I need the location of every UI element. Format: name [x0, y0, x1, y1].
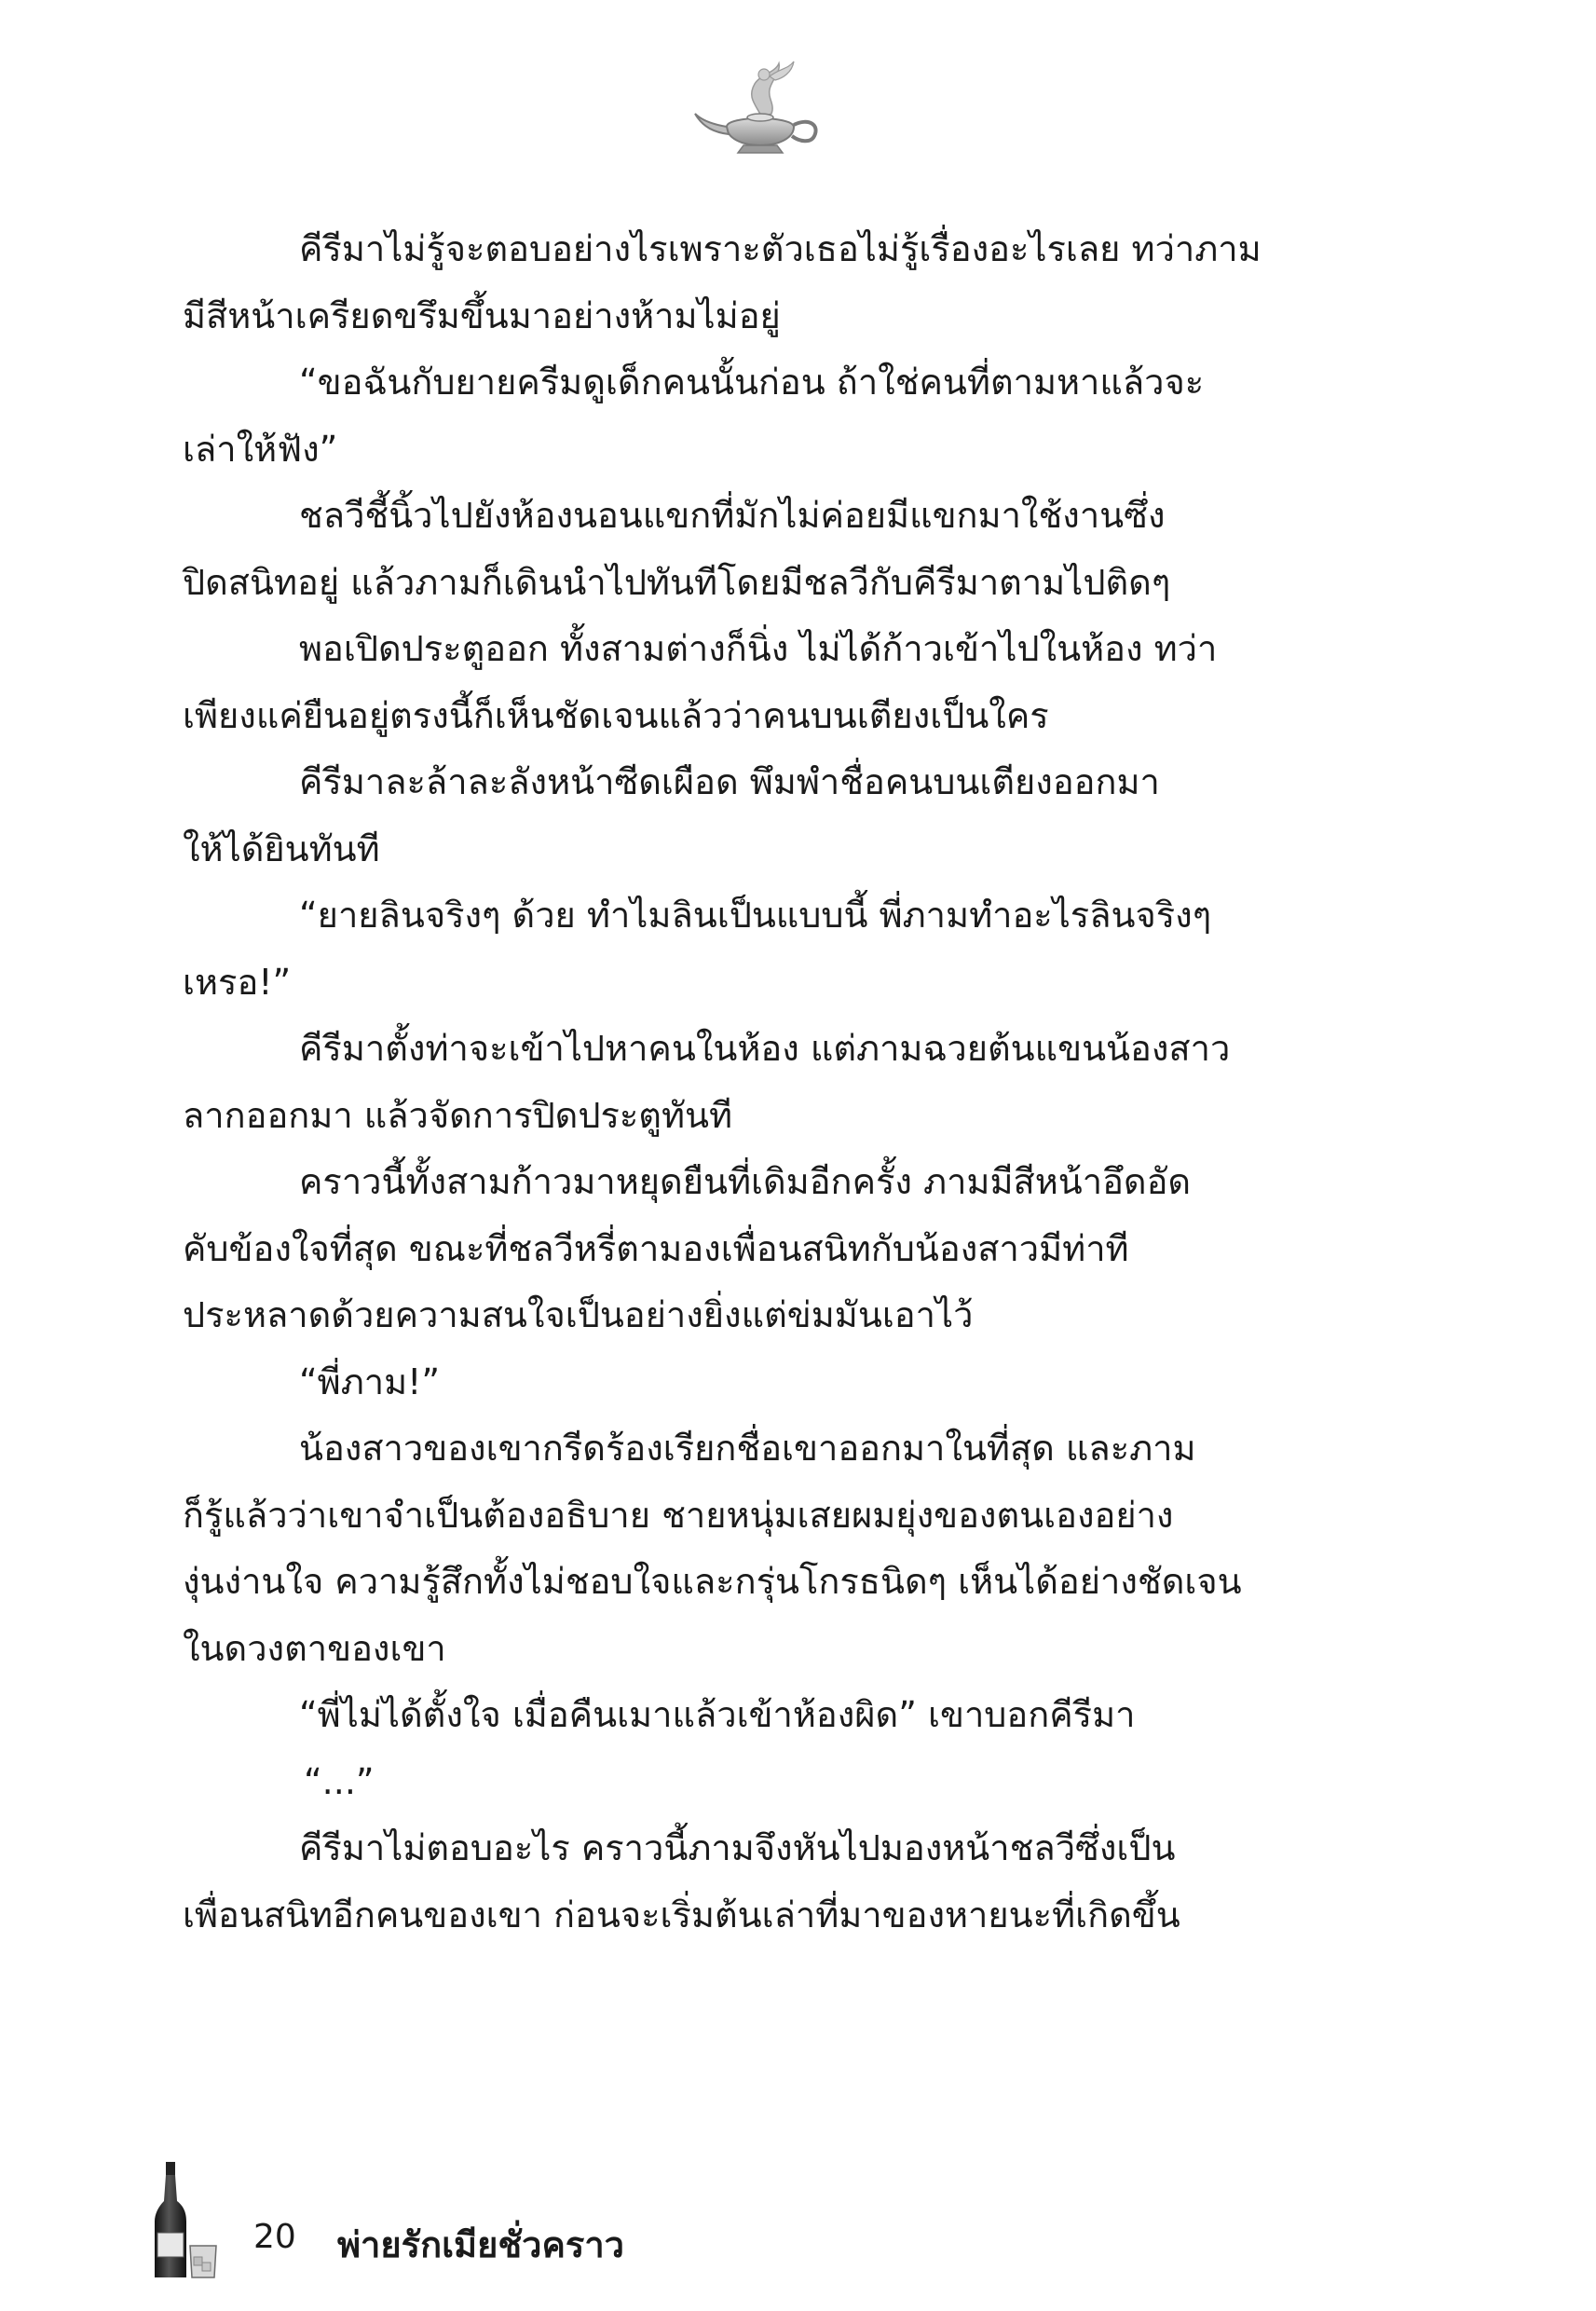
- page-footer: [155, 2160, 807, 2281]
- paragraph-line: คีรีมาตั้งท่าจะเข้าไปหาคนในห้อง แต่ภามฉวยต้นแขนน้องสาว: [299, 1028, 1231, 1069]
- paragraph-line: คับข้องใจที่สุด ขณะที่ชลวีหรี่ตามองเพื่อนสนิทกับน้องสาวมีท่าที: [183, 1227, 1129, 1269]
- body-text: [183, 216, 1332, 1949]
- paragraph-line: คราวนี้ทั้งสามก้าวมาหยุดยืนที่เดิมอีกครั้ง ภามมีสีหน้าอึดอัด: [299, 1161, 1192, 1202]
- paragraph-line: พอเปิดประตูออก ทั้งสามต่างก็นิ่ง ไม่ได้ก้าวเข้าไปในห้อง ทว่า: [299, 628, 1218, 669]
- page-number: 20: [253, 2218, 296, 2256]
- wine-bottle-glass-icon: [155, 2160, 220, 2281]
- paragraph-line: ลากออกมา แล้วจัดการปิดประตูทันที: [183, 1094, 733, 1136]
- paragraph-line: ปิดสนิทอยู่ แล้วภามก็เดินนำไปทันทีโดยมีชลวีกับคีรีมาตามไปติดๆ: [183, 561, 1171, 603]
- paragraph-line: คีรีมาไม่รู้จะตอบอย่างไรเพราะตัวเธอไม่รู้เรื่องอะไรเลย ทว่าภาม: [299, 228, 1262, 269]
- paragraph-line: คีรีมาไม่ตอบอะไร คราวนี้ภามจึงหันไปมองหน้าชลวีซึ่งเป็น: [299, 1827, 1176, 1868]
- paragraph-line: ก็รู้แล้วว่าเขาจำเป็นต้องอธิบาย ชายหนุ่มเสยผมยุ่งของตนเองอย่าง: [183, 1494, 1174, 1536]
- paragraph-line: น้องสาวของเขากรีดร้องเรียกชื่อเขาออกมาในที่สุด และภาม: [299, 1428, 1196, 1469]
- paragraph-line: เพียงแค่ยืนอยู่ตรงนี้ก็เห็นชัดเจนแล้วว่าคนบนเตียงเป็นใคร: [183, 694, 1049, 736]
- paragraph-line: ให้ได้ยินทันที: [183, 827, 380, 869]
- paragraph-line: เหรอ!”: [183, 961, 292, 1003]
- running-title: พ่ายรักเมียชั่วคราว: [337, 2224, 625, 2265]
- paragraph-line: ประหลาดด้วยความสนใจเป็นอย่างยิ่งแต่ข่มมันเอาไว้: [183, 1294, 974, 1335]
- paragraph-line: เล่าให้ฟัง”: [183, 428, 338, 470]
- paragraph-line: “พี่ไม่ได้ตั้งใจ เมื่อคืนเมาแล้วเข้าห้องผิด” เขาบอกคีรีมา: [299, 1694, 1136, 1735]
- paragraph-line: “พี่ภาม!”: [299, 1361, 441, 1402]
- paragraph-line: ในดวงตาของเขา: [183, 1627, 446, 1669]
- paragraph-line: มีสีหน้าเครียดขรึมขึ้นมาอย่างห้ามไม่อยู่: [183, 294, 781, 336]
- paragraph-line: เพื่อนสนิทอีกคนของเขา ก่อนจะเริ่มต้นเล่าที่มาของหายนะที่เกิดขึ้น: [183, 1894, 1180, 1935]
- paragraph-line: “ยายลินจริงๆ ด้วย ทำไมลินเป็นแบบนี้ พี่ภามทำอะไรลินจริงๆ: [299, 895, 1212, 936]
- paragraph-line: งุ่นง่านใจ ความรู้สึกทั้งไม่ชอบใจและกรุ่นโกรธนิดๆ เห็นได้อย่างชัดเจน: [183, 1561, 1242, 1602]
- paragraph-line: คีรีมาละล้าละลังหน้าซีดเผือด พึมพำชื่อคนบนเตียงออกมา: [299, 761, 1160, 802]
- paragraph-line: “...”: [304, 1760, 375, 1802]
- genie-lamp-icon: [689, 52, 829, 164]
- paragraph-line: ชลวีชี้นิ้วไปยังห้องนอนแขกที่มักไม่ค่อยมีแขกมาใช้งานซึ่ง: [299, 495, 1166, 536]
- paragraph-line: “ขอฉันกับยายครีมดูเด็กคนนั้นก่อน ถ้าใช่คนที่ตามหาแล้วจะ: [299, 362, 1205, 403]
